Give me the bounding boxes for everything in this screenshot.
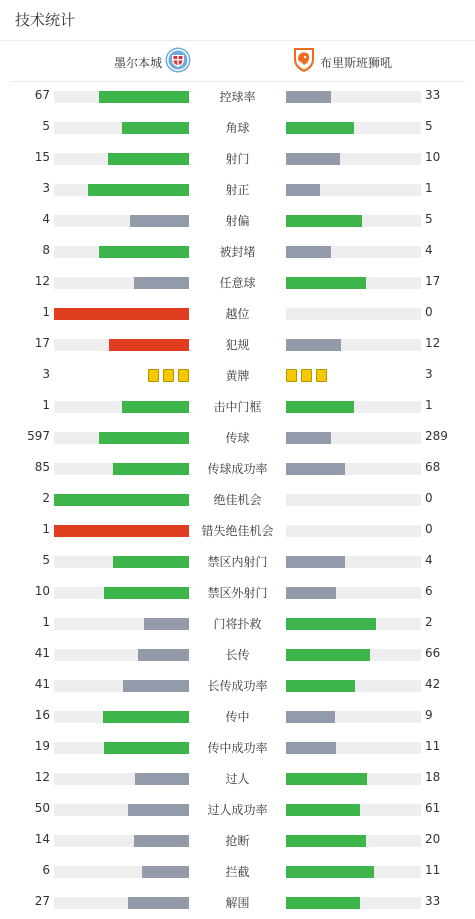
stat-row — [0, 81, 475, 112]
home-stat-bar — [54, 277, 189, 289]
away-stat-bar — [286, 773, 421, 785]
stat-row — [0, 608, 475, 639]
home-stat-value: 14 — [34, 832, 50, 846]
home-stat-bar — [54, 587, 189, 599]
home-stat-bar-fill — [99, 91, 189, 103]
stat-label: 控球率 — [219, 90, 256, 104]
home-stat-bar-fill — [128, 897, 189, 909]
away-stat-bar-fill — [286, 711, 335, 723]
stat-row — [0, 825, 475, 856]
away-stat-value: 0 — [425, 522, 433, 536]
home-stat-value: 3 — [42, 181, 50, 195]
home-team-logo-icon[interactable] — [165, 47, 191, 73]
home-stat-bar — [54, 339, 189, 351]
away-stat-value: 66 — [425, 646, 441, 660]
stat-label: 传中成功率 — [207, 741, 268, 755]
away-stat-bar — [286, 401, 421, 413]
away-stat-bar — [286, 711, 421, 723]
stat-label: 传中 — [225, 710, 250, 724]
home-stat-bar-fill — [134, 835, 189, 847]
home-stat-bar-fill — [138, 649, 189, 661]
away-stat-bar — [286, 91, 421, 103]
away-stat-value: 33 — [425, 88, 441, 102]
away-stat-bar — [286, 122, 421, 134]
away-stat-value: 61 — [425, 801, 441, 815]
home-stat-bar-fill — [99, 246, 189, 258]
away-stat-bar-fill — [286, 835, 366, 847]
away-stat-bar-fill — [286, 680, 355, 692]
home-stat-value: 4 — [42, 212, 50, 226]
away-stat-value: 33 — [425, 894, 441, 908]
away-stat-value: 20 — [425, 832, 441, 846]
away-stat-value: 18 — [425, 770, 441, 784]
stat-row — [0, 174, 475, 205]
home-stat-value: 5 — [42, 553, 50, 567]
away-stat-bar-fill — [286, 649, 370, 661]
stat-label: 射偏 — [225, 214, 250, 228]
away-stat-bar — [286, 835, 421, 847]
away-stat-bar-fill — [286, 401, 354, 413]
page-title: 技术统计 — [15, 11, 76, 29]
stat-row — [0, 763, 475, 794]
away-stat-bar-fill — [286, 556, 345, 568]
stat-label: 任意球 — [219, 276, 256, 290]
away-stat-bar-fill — [286, 866, 374, 878]
home-stat-bar-fill — [88, 184, 189, 196]
stat-row — [0, 546, 475, 577]
home-stat-value: 1 — [42, 398, 50, 412]
stat-row — [0, 639, 475, 670]
stat-label: 被封堵 — [219, 245, 256, 259]
away-stat-bar-fill — [286, 339, 341, 351]
home-stat-value: 6 — [42, 863, 50, 877]
away-stat-bar-fill — [286, 773, 367, 785]
away-stat-bar — [286, 432, 421, 444]
home-stat-bar-fill — [113, 463, 189, 475]
home-stat-bar-fill — [104, 587, 189, 599]
away-stat-value: 3 — [425, 367, 433, 381]
away-stat-bar — [286, 618, 421, 630]
home-stat-bar — [54, 463, 189, 475]
away-stat-bar — [286, 277, 421, 289]
stat-label: 击中门框 — [213, 400, 262, 414]
home-stat-bar — [54, 401, 189, 413]
stat-label: 禁区内射门 — [207, 555, 268, 569]
stat-row — [0, 794, 475, 825]
stat-row — [0, 391, 475, 422]
away-stat-bar — [286, 153, 421, 165]
stat-label: 过人成功率 — [207, 803, 268, 817]
home-stat-bar-fill — [144, 618, 189, 630]
away-stat-bar — [286, 246, 421, 258]
stat-label: 射正 — [225, 183, 250, 197]
home-stat-bar — [54, 711, 189, 723]
home-stat-value: 15 — [34, 150, 50, 164]
away-stat-bar — [286, 680, 421, 692]
home-team-name[interactable]: 墨尔本城 — [113, 56, 162, 70]
home-yellow-cards — [148, 369, 189, 383]
team-header — [10, 44, 465, 80]
stat-row — [0, 484, 475, 515]
away-stat-bar-fill — [286, 122, 354, 134]
home-stat-value: 1 — [42, 305, 50, 319]
away-stat-bar-fill — [286, 618, 376, 630]
away-stat-bar — [286, 897, 421, 909]
away-stat-bar-fill — [286, 277, 366, 289]
home-stat-bar-fill — [130, 215, 189, 227]
home-stat-bar — [54, 773, 189, 785]
home-stat-value: 12 — [34, 274, 50, 288]
home-stat-bar-fill — [99, 432, 189, 444]
away-stat-bar-fill — [286, 91, 331, 103]
stat-row — [0, 112, 475, 143]
stat-label: 长传 — [225, 648, 250, 662]
home-stat-bar — [54, 215, 189, 227]
home-stat-bar — [54, 91, 189, 103]
home-stat-bar — [54, 866, 189, 878]
home-stat-bar-fill — [128, 804, 189, 816]
away-stat-value: 1 — [425, 181, 433, 195]
stat-row — [0, 267, 475, 298]
stat-row — [0, 670, 475, 701]
home-stat-bar — [54, 618, 189, 630]
home-stat-bar-fill — [54, 494, 189, 506]
stat-label: 传球 — [225, 431, 250, 445]
home-stat-bar — [54, 432, 189, 444]
stat-label: 错失绝佳机会 — [201, 524, 274, 538]
stat-label: 射门 — [225, 152, 250, 166]
home-stat-bar-fill — [122, 401, 190, 413]
away-stat-bar — [286, 525, 421, 537]
away-stat-value: 10 — [425, 150, 441, 164]
home-stat-bar — [54, 804, 189, 816]
home-stat-bar — [54, 122, 189, 134]
stat-label: 越位 — [225, 307, 250, 321]
home-stat-bar-fill — [108, 153, 189, 165]
away-stat-value: 2 — [425, 615, 433, 629]
home-stat-value: 85 — [34, 460, 50, 474]
home-stat-bar — [54, 680, 189, 692]
stat-label: 过人 — [225, 772, 250, 786]
home-stat-bar — [54, 494, 189, 506]
away-stat-bar-fill — [286, 153, 340, 165]
yellow-card-icon — [178, 369, 189, 382]
home-stat-bar-fill — [103, 711, 189, 723]
home-stat-value: 41 — [34, 677, 50, 691]
stat-row — [0, 732, 475, 763]
yellow-card-icon — [286, 369, 297, 382]
away-stat-value: 11 — [425, 739, 441, 753]
home-stat-value: 2 — [42, 491, 50, 505]
away-stat-bar-fill — [286, 432, 331, 444]
away-stat-bar — [286, 494, 421, 506]
stat-row — [0, 577, 475, 608]
home-stat-value: 16 — [34, 708, 50, 722]
away-stat-bar — [286, 463, 421, 475]
home-stat-bar-fill — [109, 339, 189, 351]
yellow-card-icon — [316, 369, 327, 382]
away-stat-bar-fill — [286, 804, 360, 816]
away-yellow-cards — [286, 369, 327, 383]
home-stat-value: 10 — [34, 584, 50, 598]
away-stat-bar-fill — [286, 215, 362, 227]
home-stat-bar — [54, 897, 189, 909]
home-stat-bar — [54, 525, 189, 537]
stat-label: 角球 — [225, 121, 250, 135]
home-stat-bar-fill — [122, 122, 190, 134]
away-stat-value: 0 — [425, 305, 433, 319]
home-stat-value: 8 — [42, 243, 50, 257]
home-stat-bar — [54, 742, 189, 754]
home-stat-bar — [54, 308, 189, 320]
away-stat-bar — [286, 587, 421, 599]
away-stat-value: 68 — [425, 460, 441, 474]
title-divider — [0, 40, 475, 41]
home-stat-bar — [54, 184, 189, 196]
yellow-card-icon — [163, 369, 174, 382]
home-stat-value: 67 — [34, 88, 50, 102]
home-stat-value: 19 — [34, 739, 50, 753]
away-stat-value: 5 — [425, 119, 433, 133]
away-team-logo-icon[interactable] — [292, 46, 316, 74]
home-stat-value: 5 — [42, 119, 50, 133]
stat-row — [0, 515, 475, 546]
home-stat-value: 17 — [34, 336, 50, 350]
home-stat-bar — [54, 649, 189, 661]
away-stat-bar — [286, 649, 421, 661]
stat-row — [0, 887, 475, 918]
stat-label: 解围 — [225, 896, 250, 910]
away-stat-value: 6 — [425, 584, 433, 598]
stat-row — [0, 453, 475, 484]
stat-row — [0, 422, 475, 453]
away-stat-bar-fill — [286, 463, 345, 475]
stat-label: 拦截 — [225, 865, 250, 879]
yellow-card-icon — [301, 369, 312, 382]
stat-row — [0, 205, 475, 236]
stat-label: 绝佳机会 — [213, 493, 262, 507]
home-stat-bar-fill — [123, 680, 189, 692]
home-stat-bar-fill — [113, 556, 189, 568]
home-stat-bar-fill — [142, 866, 189, 878]
home-stat-bar — [54, 246, 189, 258]
stat-row — [0, 236, 475, 267]
away-stat-value: 1 — [425, 398, 433, 412]
home-stat-bar-fill — [104, 742, 189, 754]
home-stat-value: 41 — [34, 646, 50, 660]
stat-label: 传球成功率 — [207, 462, 268, 476]
home-stat-value: 597 — [27, 429, 50, 443]
away-stat-bar — [286, 215, 421, 227]
away-stat-value: 0 — [425, 491, 433, 505]
yellow-card-icon — [148, 369, 159, 382]
home-stat-bar — [54, 835, 189, 847]
away-stat-value: 4 — [425, 553, 433, 567]
away-stat-bar — [286, 339, 421, 351]
home-stat-bar-fill — [135, 773, 189, 785]
stat-label: 黄牌 — [225, 369, 250, 383]
away-team-name[interactable]: 布里斯班狮吼 — [320, 56, 393, 70]
stat-label: 长传成功率 — [207, 679, 268, 693]
stat-label: 犯规 — [225, 338, 250, 352]
stat-row — [0, 856, 475, 887]
home-stat-value: 27 — [34, 894, 50, 908]
away-stat-value: 11 — [425, 863, 441, 877]
stat-label: 禁区外射门 — [207, 586, 268, 600]
home-stat-value: 1 — [42, 522, 50, 536]
stat-label: 门将扑救 — [213, 617, 262, 631]
home-stat-bar-fill — [54, 525, 189, 537]
away-stat-value: 5 — [425, 212, 433, 226]
away-stat-bar — [286, 308, 421, 320]
away-stat-bar-fill — [286, 897, 360, 909]
stats-list — [0, 81, 475, 918]
away-stat-bar-fill — [286, 742, 336, 754]
home-stat-value: 12 — [34, 770, 50, 784]
away-stat-value: 289 — [425, 429, 448, 443]
away-stat-bar-fill — [286, 184, 320, 196]
home-stat-value: 3 — [42, 367, 50, 381]
away-stat-value: 17 — [425, 274, 441, 288]
stat-row — [0, 298, 475, 329]
away-stat-bar — [286, 866, 421, 878]
stat-row — [0, 701, 475, 732]
away-stat-bar — [286, 742, 421, 754]
home-stat-value: 50 — [34, 801, 50, 815]
away-stat-value: 12 — [425, 336, 441, 350]
stat-row — [0, 329, 475, 360]
home-stat-bar — [54, 556, 189, 568]
stat-row — [0, 143, 475, 174]
away-stat-bar — [286, 556, 421, 568]
away-stat-bar — [286, 184, 421, 196]
stat-label: 抢断 — [225, 834, 250, 848]
away-stat-value: 9 — [425, 708, 433, 722]
home-stat-value: 1 — [42, 615, 50, 629]
away-stat-value: 42 — [425, 677, 441, 691]
home-stat-bar-fill — [54, 308, 189, 320]
away-stat-bar-fill — [286, 587, 336, 599]
away-stat-bar-fill — [286, 246, 331, 258]
away-stat-value: 4 — [425, 243, 433, 257]
away-stat-bar — [286, 804, 421, 816]
stat-row — [0, 360, 475, 391]
home-stat-bar — [54, 153, 189, 165]
home-stat-bar-fill — [134, 277, 189, 289]
